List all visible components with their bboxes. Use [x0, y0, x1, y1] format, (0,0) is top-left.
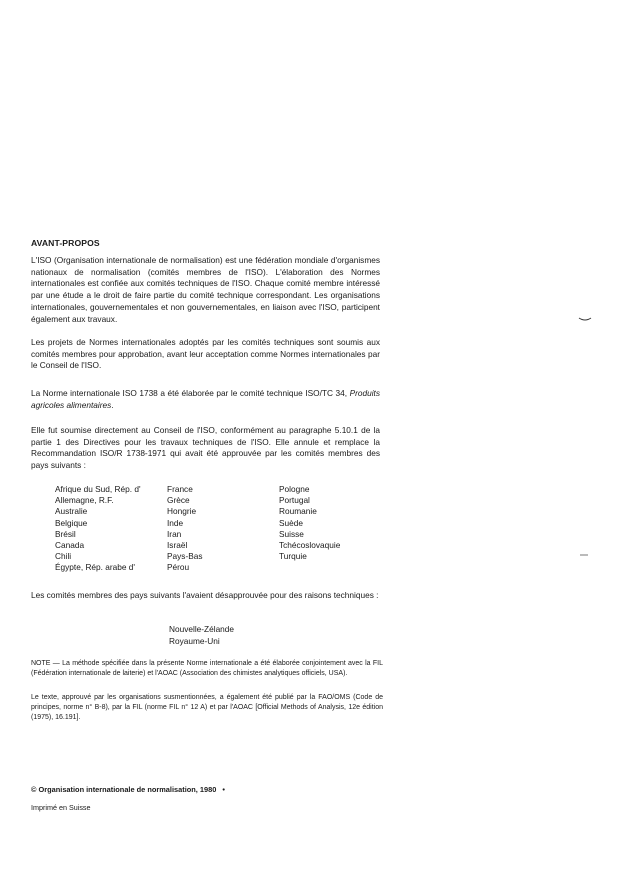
country-item: Tchécoslovaquie — [279, 540, 341, 551]
submission-paragraph: Elle fut soumise directement au Conseil de l'ISO, conformément au paragraphe 5.10.1 de la partie 1 des Directives pour les travaux techniques de l'ISO. Elle annule et remplace la Recommandation ISO/R 1738-1971 qui avait été approuvée par les comités membres des pays suivants : — [31, 425, 380, 471]
country-item: Égypte, Rép. arabe d' — [55, 562, 135, 573]
country-item: France — [167, 484, 193, 494]
country-item: Belgique — [55, 517, 88, 528]
disapproval-paragraph: Les comités membres des pays suivants l'avaient désapprouvée pour des raisons techniques : — [31, 590, 379, 600]
standard-origin-end: . — [111, 399, 114, 410]
method-note: NOTE — La méthode spécifiée dans la présente Norme internationale a été élaborée conjointement avec la FIL (Fédération internationale de laiterie) et l'AOAC (Association des chimistes analytiques officiels, USA). — [31, 660, 383, 677]
country-item: Chili — [55, 551, 72, 562]
country-item: Royaume-Uni — [169, 636, 220, 646]
country-item: Afrique du Sud, Rép. d' — [55, 484, 141, 494]
standard-origin-text: La Norme internationale ISO 1738 a été élaborée par le comité technique ISO/TC 34, — [31, 388, 348, 398]
country-item: Canada — [55, 540, 85, 551]
country-item: Inde — [167, 517, 184, 528]
country-item: Iran — [167, 528, 182, 539]
country-item: Suède — [279, 517, 303, 528]
copyright-line — [31, 785, 225, 794]
disapproving-countries-list — [169, 623, 234, 647]
country-item: Pologne — [279, 484, 310, 494]
country-item: Portugal — [279, 495, 310, 506]
country-item: Allemagne, R.F. — [55, 495, 114, 506]
margin-mark-icon — [578, 552, 592, 558]
country-item: Roumanie — [279, 506, 317, 517]
intro-paragraph: L'ISO (Organisation internationale de normalisation) est une fédération mondiale d'organismes nationaux de normalisation (comités membres de l'ISO). L'élaboration des Normes internationales est confiée aux comités techniques de l'ISO. Chaque comité membre intéressé par une étude a le droit de faire partie du comité technique correspondant. Les organisations internationales, gouvernementales et non gouvernementales, en liaison avec l'ISO, participent également aux travaux. — [31, 255, 380, 324]
margin-mark-icon — [578, 316, 592, 322]
country-column-1 — [55, 484, 141, 574]
standard-origin-paragraph — [31, 388, 380, 411]
approval-paragraph: Les projets de Normes internationales adoptés par les comités techniques sont soumis aux comités membres pour approbation, avant leur acceptation comme Normes internationales par le Conseil de l'ISO. — [31, 337, 380, 371]
committee-title: Produits agricoles alimentaires — [31, 388, 380, 410]
printed-in: Imprimé en Suisse — [31, 803, 91, 812]
country-item: Nouvelle-Zélande — [169, 624, 235, 634]
country-item: Turquie — [279, 551, 307, 562]
country-item: Israël — [167, 540, 188, 551]
copyright-text: © Organisation internationale de normalisation, 1980 — [31, 785, 217, 794]
country-column-2 — [167, 484, 203, 574]
country-item: Brésil — [55, 528, 76, 539]
country-item: Hongrie — [167, 506, 197, 517]
country-item: Pérou — [167, 562, 190, 573]
publication-note: Le texte, approuvé par les organisations susmentionnées, a également été publié par la FAO/OMS (Code de principes, norme n° B-8), par la FIL (norme FIL n° 12 A) et par l'AOAC [Official Methods of Analysis, 12e édition (1975), 16.191]. — [31, 694, 383, 721]
page-title: AVANT-PROPOS — [31, 238, 100, 248]
country-item: Grèce — [167, 495, 190, 506]
country-item: Pays-Bas — [167, 551, 203, 562]
bullet-icon: • — [222, 785, 225, 794]
country-column-3 — [279, 484, 340, 562]
country-item: Suisse — [279, 528, 304, 539]
country-item: Australie — [55, 506, 88, 517]
